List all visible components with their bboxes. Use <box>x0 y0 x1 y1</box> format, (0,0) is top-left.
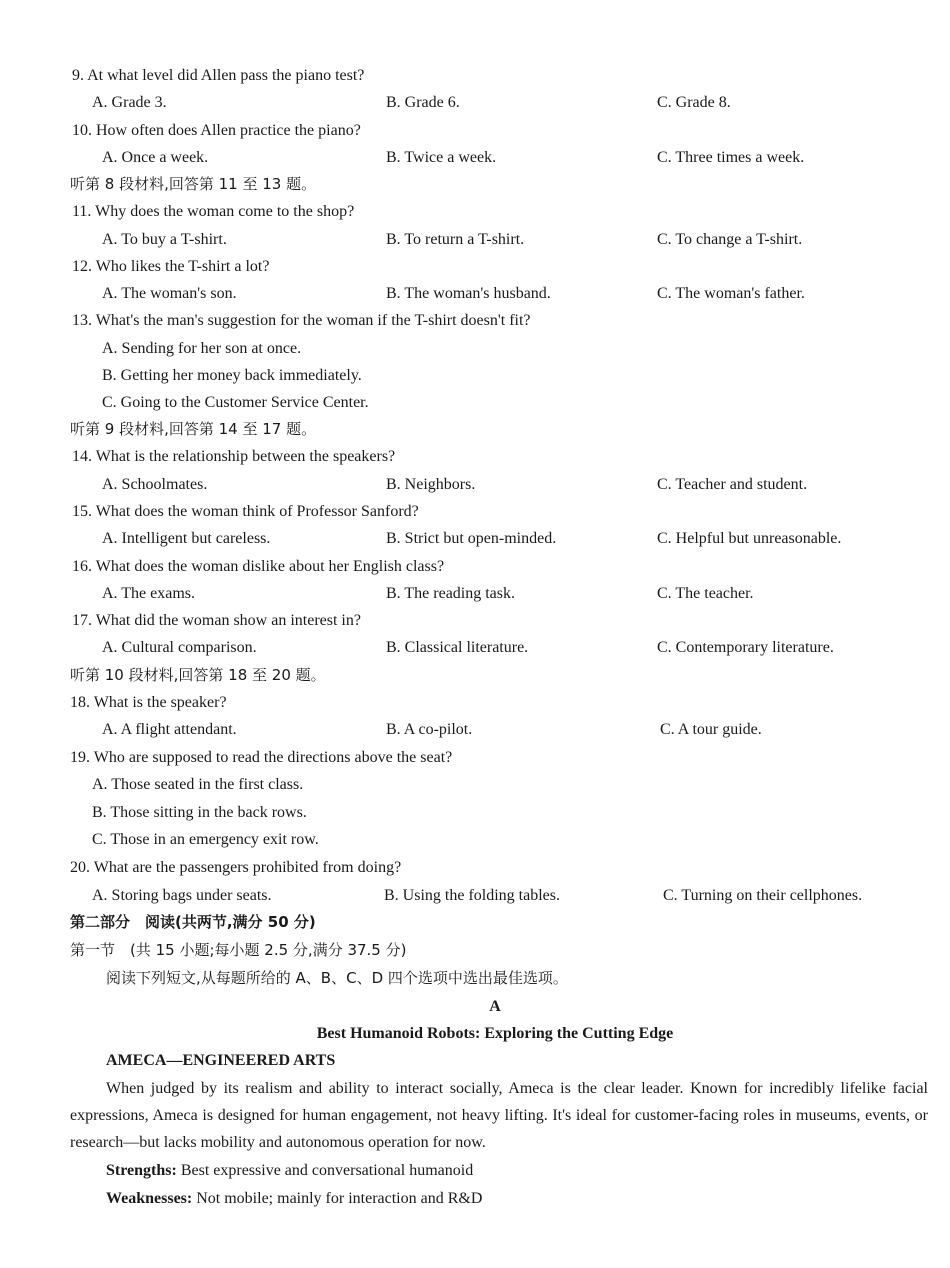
question-stem: 12. Who likes the T-shirt a lot? <box>72 258 270 275</box>
option-b: B. To return a T-shirt. <box>386 231 525 248</box>
question-19 <box>0 744 950 771</box>
question-9-options <box>0 89 950 116</box>
question-stem: 13. What's the man's suggestion for the woman if the T-shirt doesn't fit? <box>72 312 531 329</box>
option-c: C. Three times a week. <box>657 149 805 166</box>
passage-letter: A <box>489 998 501 1015</box>
section-heading: 听第 10 段材料,回答第 18 至 20 题。 <box>70 666 326 684</box>
weaknesses-text: Not mobile; mainly for interaction and R&D <box>192 1190 483 1207</box>
option-c: C. Teacher and student. <box>657 476 808 493</box>
question-13-option-a <box>0 335 950 362</box>
option-b: B. Those sitting in the back rows. <box>92 804 307 821</box>
question-13-option-c <box>0 389 950 416</box>
option-b: B. Getting her money back immediately. <box>102 367 362 384</box>
option-b: B. The reading task. <box>386 585 516 602</box>
section-8-instruction <box>0 171 950 198</box>
option-b: B. Using the folding tables. <box>384 887 560 904</box>
question-stem: 11. Why does the woman come to the shop? <box>72 203 355 220</box>
option-a: A. Once a week. <box>102 149 209 166</box>
option-b: B. Twice a week. <box>386 149 497 166</box>
section-heading: 听第 9 段材料,回答第 14 至 17 题。 <box>70 420 317 438</box>
question-stem: 20. What are the passengers prohibited from doing? <box>70 859 402 876</box>
question-16 <box>0 553 950 580</box>
instruction-text: 阅读下列短文,从每题所给的 A、B、C、D 四个选项中选出最佳选项。 <box>106 969 568 987</box>
weaknesses-line <box>0 1185 950 1212</box>
section-heading: 第一节 (共 15 小题;每小题 2.5 分,满分 37.5 分) <box>70 941 407 959</box>
weaknesses-label: Weaknesses: <box>106 1190 193 1207</box>
section-9-instruction <box>0 416 950 443</box>
option-c: C. A tour guide. <box>660 721 762 738</box>
passage-title-line <box>0 1020 950 1047</box>
question-10-options <box>0 144 950 171</box>
option-a: A. The woman's son. <box>102 285 237 302</box>
option-a: A. The exams. <box>102 585 196 602</box>
question-9 <box>0 62 950 89</box>
question-18 <box>0 689 950 716</box>
question-12-options <box>0 280 950 307</box>
strengths-text: Best expressive and conversational humanoid <box>176 1162 474 1179</box>
passage-title: Best Humanoid Robots: Exploring the Cutting Edge <box>316 1025 674 1042</box>
option-c: C. Helpful but unreasonable. <box>657 530 842 547</box>
option-a: A. To buy a T-shirt. <box>102 231 227 248</box>
option-a: A. Sending for her son at once. <box>102 340 302 357</box>
question-17 <box>0 607 950 634</box>
question-14 <box>0 443 950 470</box>
question-19-option-c <box>0 826 950 853</box>
part-heading: 第二部分 阅读(共两节,满分 50 分) <box>70 913 316 931</box>
option-b: B. Grade 6. <box>386 94 460 111</box>
option-a: A. Grade 3. <box>92 94 167 111</box>
option-a: A. A flight attendant. <box>102 721 237 738</box>
part2-instruction <box>0 965 950 992</box>
question-stem: 10. How often does Allen practice the piano? <box>72 122 361 139</box>
question-14-options <box>0 471 950 498</box>
question-11-options <box>0 226 950 253</box>
strengths-label: Strengths: <box>106 1162 177 1179</box>
question-11 <box>0 198 950 225</box>
option-c: C. Turning on their cellphones. <box>663 887 863 904</box>
section-10-instruction <box>0 662 950 689</box>
question-19-option-a <box>0 771 950 798</box>
part2-title <box>0 909 950 936</box>
question-20-options <box>0 882 950 909</box>
question-stem: 14. What is the relationship between the speakers? <box>72 448 396 465</box>
question-18-options <box>0 716 950 743</box>
question-15 <box>0 498 950 525</box>
option-c: C. To change a T-shirt. <box>657 231 803 248</box>
question-13-option-b <box>0 362 950 389</box>
passage-paragraph: When judged by its realism and ability to interact socially, Ameca is the clear leader. Known for incredibly lifelike facial expressions, Ameca is designed for human engagement, not heavy lifting. It's ideal for customer-facing roles in museums, events, or research—but lacks mobility and autonomous operation for now. <box>70 1080 928 1151</box>
question-17-options <box>0 634 950 661</box>
question-stem: 9. At what level did Allen pass the piano test? <box>72 67 365 84</box>
option-c: C. Going to the Customer Service Center. <box>102 394 369 411</box>
question-13 <box>0 307 950 334</box>
question-20 <box>0 854 950 881</box>
option-b: B. The woman's husband. <box>386 285 551 302</box>
option-c: C. Those in an emergency exit row. <box>92 831 319 848</box>
option-a: A. Schoolmates. <box>102 476 208 493</box>
option-b: B. A co-pilot. <box>386 721 473 738</box>
option-c: C. The teacher. <box>657 585 754 602</box>
option-c: C. Grade 8. <box>657 94 731 111</box>
option-c: C. The woman's father. <box>657 285 805 302</box>
option-a: A. Intelligent but careless. <box>102 530 271 547</box>
question-10 <box>0 117 950 144</box>
option-b: B. Neighbors. <box>386 476 476 493</box>
question-stem: 19. Who are supposed to read the directions above the seat? <box>70 749 453 766</box>
option-a: A. Storing bags under seats. <box>92 887 272 904</box>
question-15-options <box>0 525 950 552</box>
subhead: AMECA—ENGINEERED ARTS <box>106 1052 336 1069</box>
part2-section1 <box>0 937 950 964</box>
option-a: A. Those seated in the first class. <box>92 776 304 793</box>
question-stem: 15. What does the woman think of Professor Sanford? <box>72 503 419 520</box>
strengths-line <box>0 1157 950 1184</box>
question-stem: 17. What did the woman show an interest in? <box>72 612 361 629</box>
option-b: B. Strict but open-minded. <box>386 530 557 547</box>
section-heading: 听第 8 段材料,回答第 11 至 13 题。 <box>70 175 317 193</box>
subhead-line <box>0 1047 950 1074</box>
question-stem: 18. What is the speaker? <box>70 694 227 711</box>
option-c: C. Contemporary literature. <box>657 639 834 656</box>
passage-letter-line <box>0 993 950 1020</box>
question-19-option-b <box>0 799 950 826</box>
question-12 <box>0 253 950 280</box>
option-b: B. Classical literature. <box>386 639 529 656</box>
option-a: A. Cultural comparison. <box>102 639 257 656</box>
question-16-options <box>0 580 950 607</box>
question-stem: 16. What does the woman dislike about her English class? <box>72 558 445 575</box>
